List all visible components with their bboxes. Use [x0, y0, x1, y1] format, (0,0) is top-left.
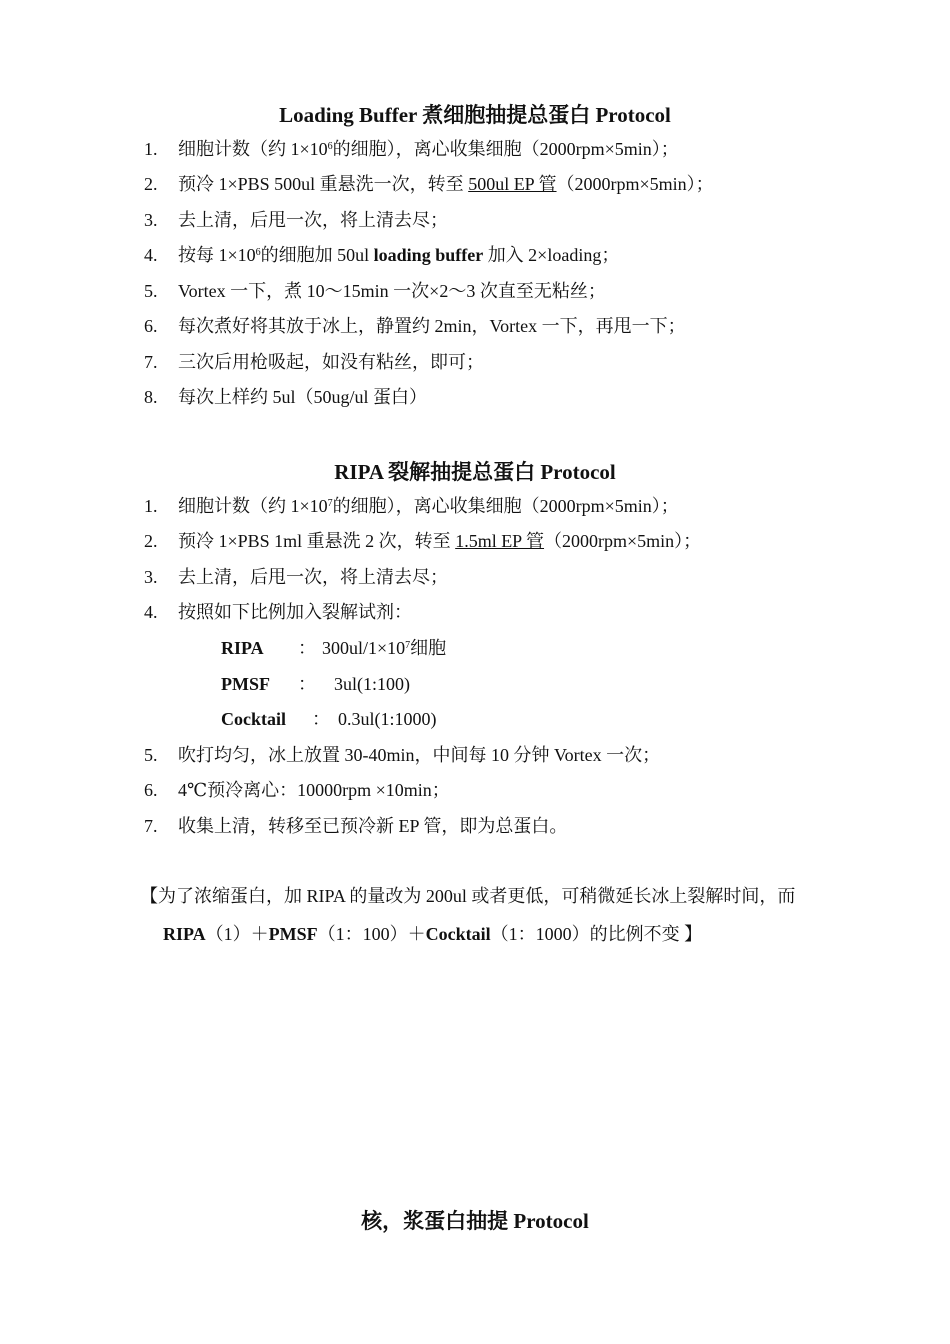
bold-text: PMSF: [268, 924, 318, 944]
item-number: 5.: [144, 281, 158, 301]
item-number: 6.: [144, 316, 158, 336]
item-text: 的细胞加 50ul: [260, 245, 374, 265]
note-text: （1）＋: [205, 924, 269, 944]
item-number: 1.: [144, 139, 158, 159]
item-text: （2000rpm×5min）；: [556, 174, 714, 194]
item-number: 2.: [144, 531, 158, 551]
superscript: 7: [327, 498, 333, 509]
reagent-colon: ：: [298, 674, 316, 694]
superscript: 7: [405, 640, 411, 651]
reagent-value: 300ul/1×10: [322, 638, 406, 658]
reagent-name: PMSF: [221, 674, 270, 694]
item-text: 4℃预冷离心：10000rpm ×10min；: [178, 780, 450, 800]
reagent-colon: ：: [298, 638, 316, 658]
reagent-value: 0.3ul(1:1000): [338, 709, 437, 729]
note-text: （1：1000）的比例不变 】: [490, 924, 703, 944]
note-text: （1：100）＋: [317, 924, 426, 944]
superscript: 6: [255, 247, 261, 258]
item-number: 4.: [144, 245, 158, 265]
underlined-text: 1.5ml EP 管: [455, 531, 545, 551]
item-text: （2000rpm×5min）；: [544, 531, 702, 551]
item-number: 1.: [144, 496, 158, 516]
item-text: 收集上清，转移至已预冷新 EP 管，即为总蛋白。: [178, 816, 568, 836]
note-line-1: 【为了浓缩蛋白，加 RIPA 的量改为 200ul 或者更低，可稍微延长冰上裂解时间，而: [140, 886, 796, 906]
note-line-2: [163, 922, 853, 946]
item-text: 预冷 1×PBS 1ml 重悬洗 2 次，转至: [178, 531, 456, 551]
underlined-text: 500ul EP 管: [468, 174, 557, 194]
superscript: 6: [327, 141, 333, 152]
item-number: 5.: [144, 745, 158, 765]
bold-text: RIPA: [163, 924, 206, 944]
item-text: 去上清，后甩一次，将上清去尽；: [178, 567, 448, 587]
item-text: Vortex 一下，煮 10～15min 一次×2～3 次直至无粘丝；: [178, 281, 606, 301]
item-number: 2.: [144, 174, 158, 194]
item-text: 的细胞），离心收集细胞（2000rpm×5min）；: [332, 496, 679, 516]
item-number: 8.: [144, 387, 158, 407]
item-text: 的细胞），离心收集细胞（2000rpm×5min）；: [332, 139, 679, 159]
section3-title: 核，浆蛋白抽提 Protocol: [361, 1209, 589, 1233]
item-text: 吹打均匀，冰上放置 30-40min，中间每 10 分钟 Vortex 一次；: [178, 745, 661, 765]
item-number: 6.: [144, 780, 158, 800]
item-text: 三次后用枪吸起，如没有粘丝，即可；: [178, 352, 484, 372]
item-text: 细胞计数（约 1×10: [178, 496, 328, 516]
reagent-value: 细胞: [410, 638, 447, 658]
item-number: 4.: [144, 602, 158, 622]
item-text: 按每 1×10: [178, 245, 256, 265]
item-text: 每次上样约 5ul（50ug/ul 蛋白）: [178, 387, 428, 407]
bold-text: Cocktail: [425, 924, 491, 944]
section1-title: Loading Buffer 煮细胞抽提总蛋白 Protocol: [279, 103, 671, 127]
section2-title: RIPA 裂解抽提总蛋白 Protocol: [334, 460, 616, 484]
item-number: 3.: [144, 210, 158, 230]
item-text: 加入 2×loading；: [483, 245, 620, 265]
item-text: 细胞计数（约 1×10: [178, 139, 328, 159]
reagent-value: 3ul(1:100): [334, 674, 410, 694]
item-text: 按照如下比例加入裂解试剂：: [178, 602, 412, 622]
reagent-name: RIPA: [221, 638, 264, 658]
item-number: 7.: [144, 816, 158, 836]
item-text: 每次煮好将其放于冰上，静置约 2min，Vortex 一下，再甩一下；: [178, 316, 686, 336]
reagent-name: Cocktail: [221, 709, 286, 729]
item-text: 预冷 1×PBS 500ul 重悬洗一次，转至: [178, 174, 469, 194]
item-text: 去上清，后甩一次，将上清去尽；: [178, 210, 448, 230]
item-number: 7.: [144, 352, 158, 372]
bold-text: loading buffer: [373, 245, 484, 265]
item-number: 3.: [144, 567, 158, 587]
reagent-colon: ：: [312, 709, 330, 729]
